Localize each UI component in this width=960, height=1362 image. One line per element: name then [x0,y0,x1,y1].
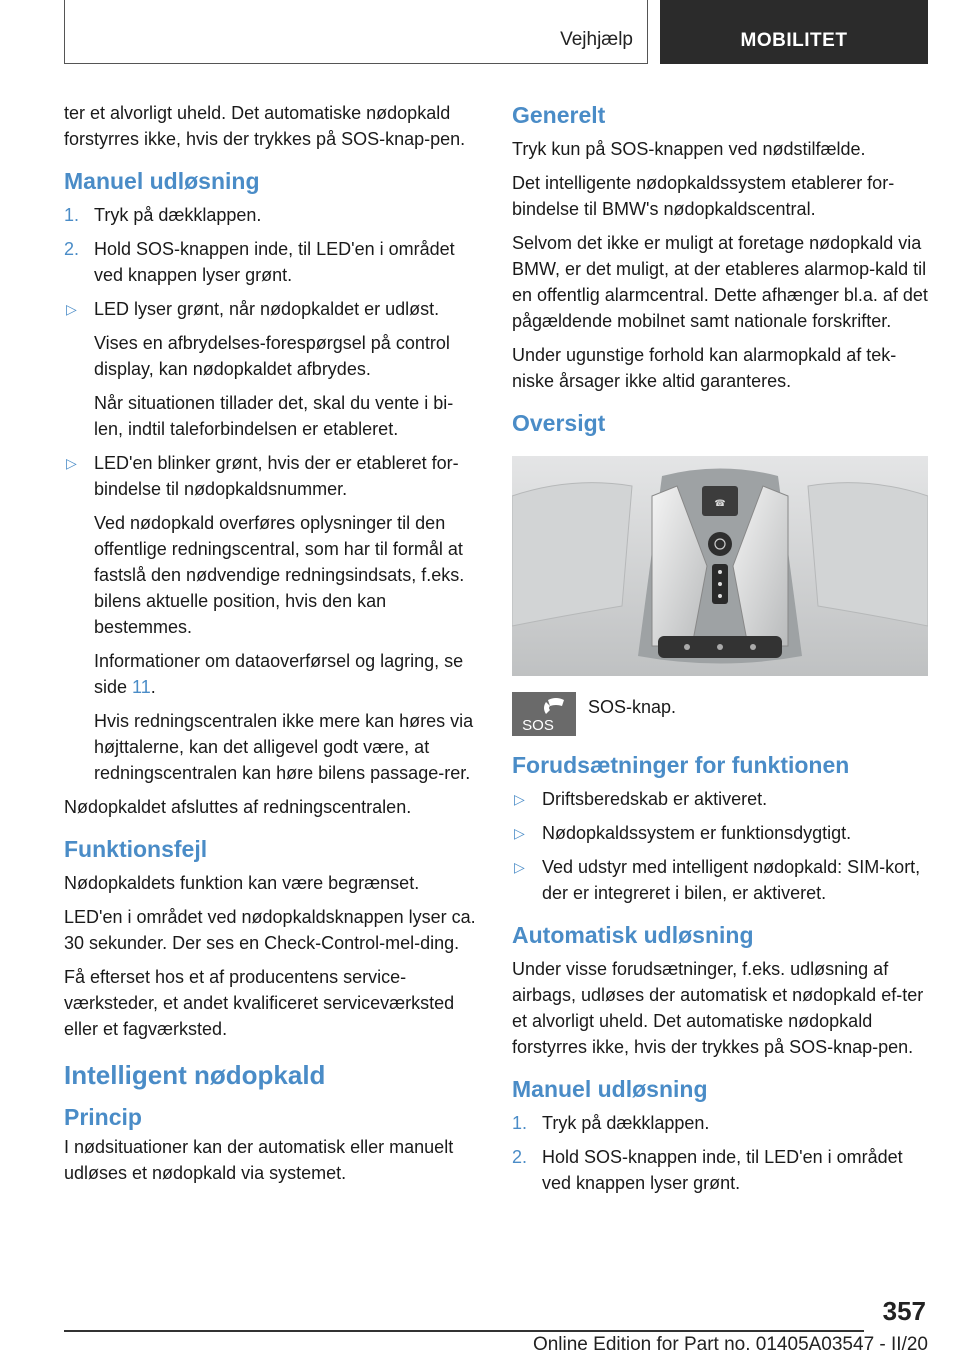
heading-malfunction: Funktionsfejl [64,836,208,862]
prerequisite-item [512,820,928,846]
heading-manual-release: Manuel udløsning [512,1076,708,1102]
indented-paragraph: Vises en afbrydelses-forespørgsel på control display, kan nødopkaldet afbrydes. [94,333,450,379]
fault-paragraph: LED'en i området ved nødopkaldsknappen lyser ca. 30 sekunder. Der ses en Check-Control-mel-ding. [64,907,476,953]
sos-button-icon [512,692,576,736]
overhead-console-photo [512,456,928,676]
triangle-bullet-icon: ▷ [514,859,525,875]
principle-paragraph: I nødsituationer kan der automatisk eller manuelt udløses et nødopkald via systemet. [64,1137,454,1183]
step-number: 2. [64,239,80,259]
fault-paragraph: Få efterset hos et af producentens service-værksteder, et andet kvalificeret serviceværksted eller et fagværksted. [64,967,455,1039]
step-number: 2. [512,1147,528,1167]
heading-principle: Princip [64,1104,142,1130]
step-text: Hold SOS-knappen inde, til LED'en i området ved knappen lyser grønt. [542,1147,903,1193]
general-paragraph: Under ugunstige forhold kan alarmopkald af tek-niske årsager ikke altid garanteres. [512,345,897,391]
triangle-bullet-icon: ▷ [514,825,525,841]
sos-legend [512,692,928,736]
chapter-label: MOBILITET [740,30,848,51]
step-text: Hold SOS-knappen inde, til LED'en i området ved knappen lyser grønt. [94,239,455,285]
bullet-text: LED lyser grønt, når nødopkaldet er udløst. [94,299,440,319]
heading-general: Generelt [512,102,606,128]
indented-paragraph: Når situationen tillader det, skal du vente i bi-len, indtil taleforbindelsen er etableret. [94,393,454,439]
bullet-text: Nødopkaldssystem er funktionsdygtigt. [542,823,852,843]
prerequisite-item [512,854,928,906]
bullet-text: Driftsberedskab er aktiveret. [542,789,768,809]
result-bullet [64,450,480,502]
heading-overview: Oversigt [512,410,606,436]
result-bullet [64,296,480,322]
step-number: 1. [64,205,80,225]
footer-divider [64,1330,864,1332]
phone-sos-icon [512,692,576,736]
step-number: 1. [512,1113,528,1133]
intro-text: ter et alvorligt uheld. Det automatiske nødopkald forstyrres ikke, hvis der trykkes på SOS-knap-pen. [64,103,466,149]
general-paragraph: Tryk kun på SOS-knappen ved nødstilfælde. [512,139,866,159]
left-column [64,100,480,1194]
bullet-text: Ved udstyr med intelligent nødopkald: SIM-kort, der er integreret i bilen, er aktiveret. [542,857,921,903]
indented-paragraph: Ved nødopkald overføres oplysninger til den offentlige redningscentral, som har til formål at fastslå den nødvendige redningsindsats, f.eks. bilens aktuelle position, hvis den kan bestemmes. [94,513,465,637]
triangle-bullet-icon: ▷ [514,791,525,807]
heading-manual-release: Manuel udløsning [64,168,260,194]
general-paragraph: Det intelligente nødopkaldssystem etablerer for-bindelse til BMW's nødopkaldscentral. [512,173,895,219]
svg-text:☎: ☎ [714,499,726,509]
step-item [64,236,480,288]
fault-paragraph: Nødopkaldets funktion kan være begrænset. [64,873,420,893]
chapter-tab [660,0,928,64]
indented-paragraph [64,648,480,700]
step-item [512,1144,928,1196]
right-column [512,100,928,1204]
indented-paragraph: Hvis redningscentralen ikke mere kan høres via højttalerne, kan det alligevel godt være, at redningscentralen kan høre bilens passage-rer. [94,711,474,783]
footer-edition: Online Edition for Part no. 01405A03547 - II/20 [532,1334,928,1355]
step-item [64,202,480,228]
heading-automatic-release: Automatisk udløsning [512,922,754,948]
automatic-paragraph: Under visse forudsætninger, f.eks. udløsning af airbags, udløses der automatisk et nødopkald ef-ter et alvorligt uheld. Det automatiske nødopkald forstyrres ikke, hvis der trykkes på SOS-knap-pen. [512,959,924,1057]
step-text: Tryk på dækklappen. [542,1113,710,1133]
triangle-bullet-icon: ▷ [66,301,77,317]
sos-caption: SOS-knap. [588,697,677,717]
step-item [512,1110,928,1136]
heading-intelligent-emergency-call: Intelligent nødopkald [64,1060,326,1090]
reference-end: . [150,677,156,697]
general-paragraph: Selvom det ikke er muligt at foretage nødopkald via BMW, er det muligt, at der etableres alarmop-kald til en offentlig alarmcentral. Dette afhænger bl.a. af det pågældende mobilnet samt nationale forskrifter. [512,233,928,331]
bullet-text: LED'en blinker grønt, hvis der er etableret for-bindelse til nødopkaldsnummer. [94,453,459,499]
prerequisite-item [512,786,928,812]
page-number: 357 [882,1296,926,1326]
section-label: Vejhjælp [560,29,633,50]
triangle-bullet-icon: ▷ [66,455,77,471]
reference-text: Informationer om dataoverførsel og lagring, se side [94,651,464,697]
section-tab [64,0,648,64]
page-reference-link[interactable]: 11 [132,677,151,697]
sos-icon-label: SOS [522,717,554,734]
closing-text: Nødopkaldet afsluttes af redningscentralen. [64,797,412,817]
step-text: Tryk på dækklappen. [94,205,262,225]
heading-prerequisites: Forudsætninger for funktionen [512,752,850,778]
overhead-console-illustration [512,456,928,676]
page-header [64,0,928,64]
